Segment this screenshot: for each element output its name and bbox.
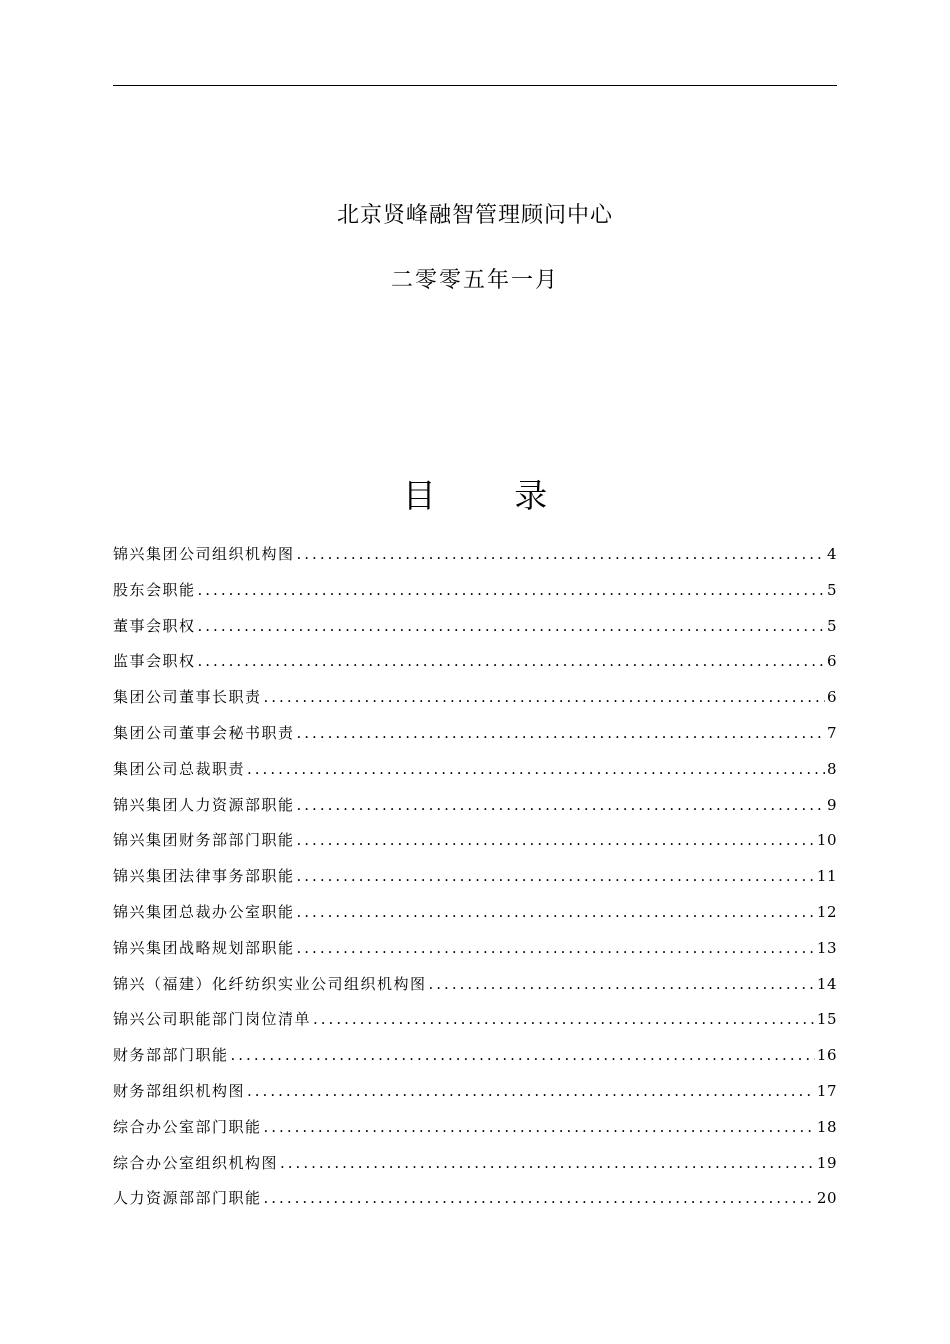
toc-entry-title: 董事会职权 <box>113 616 196 635</box>
toc-entry-title: 锦兴集团财务部部门职能 <box>113 831 295 850</box>
toc-entry[interactable] <box>113 1110 837 1146</box>
toc-entry-page-number: 8 <box>826 759 837 778</box>
toc-entry-title: 锦兴集团总裁办公室职能 <box>113 902 295 921</box>
toc-dot-leader <box>429 967 815 1003</box>
toc-entry-title: 人力资源部部门职能 <box>113 1189 262 1208</box>
toc-entry-page-number: 17 <box>816 1081 837 1100</box>
toc-entry[interactable] <box>113 788 837 824</box>
organization-name: 北京贤峰融智管理顾问中心 <box>336 203 613 228</box>
toc-dot-leader <box>264 680 825 716</box>
toc-heading: 目 录 <box>402 476 582 515</box>
table-of-contents <box>113 537 837 1217</box>
toc-entry-page-number: 19 <box>816 1153 837 1172</box>
document-date: 二零零五年一月 <box>390 268 559 293</box>
toc-entry-title: 锦兴集团人力资源部职能 <box>113 795 295 814</box>
header-rule <box>113 85 837 86</box>
toc-entry-page-number: 13 <box>816 938 837 957</box>
toc-entry-title: 股东会职能 <box>113 580 196 599</box>
toc-dot-leader <box>297 823 815 859</box>
toc-entry-page-number: 5 <box>826 580 837 599</box>
toc-entry[interactable] <box>113 895 837 931</box>
toc-entry-page-number: 9 <box>826 795 837 814</box>
toc-entry[interactable] <box>113 752 837 788</box>
toc-entry[interactable] <box>113 537 837 573</box>
toc-dot-leader <box>264 1110 815 1146</box>
toc-entry[interactable] <box>113 1181 837 1217</box>
toc-entry-page-number: 11 <box>816 867 837 886</box>
toc-entry-page-number: 16 <box>816 1046 837 1065</box>
toc-entry[interactable] <box>113 1038 837 1074</box>
toc-dot-leader <box>297 859 815 895</box>
toc-entry-page-number: 5 <box>826 616 837 635</box>
toc-dot-leader <box>198 573 825 609</box>
toc-dot-leader <box>297 537 825 573</box>
toc-dot-leader <box>297 895 815 931</box>
toc-dot-leader <box>297 716 825 752</box>
toc-dot-leader <box>198 644 825 680</box>
toc-entry-title: 综合办公室部门职能 <box>113 1117 262 1136</box>
toc-entry-page-number: 15 <box>816 1010 837 1029</box>
toc-entry-title: 集团公司总裁职责 <box>113 759 246 778</box>
toc-entry-title: 财务部组织机构图 <box>113 1081 246 1100</box>
toc-entry[interactable] <box>113 967 837 1003</box>
toc-dot-leader <box>231 1038 815 1074</box>
toc-dot-leader <box>198 609 825 645</box>
toc-entry-title: 锦兴公司职能部门岗位清单 <box>113 1010 312 1029</box>
toc-entry[interactable] <box>113 931 837 967</box>
toc-entry-title: 综合办公室组织机构图 <box>113 1153 279 1172</box>
toc-entry-title: 锦兴集团法律事务部职能 <box>113 867 295 886</box>
toc-entry-title: 集团公司董事长职责 <box>113 688 262 707</box>
toc-dot-leader <box>280 1146 815 1182</box>
toc-entry-page-number: 14 <box>816 974 837 993</box>
toc-entry-title: 集团公司董事会秘书职责 <box>113 723 295 742</box>
toc-entry-page-number: 7 <box>826 723 837 742</box>
toc-entry-page-number: 10 <box>816 831 837 850</box>
toc-entry-page-number: 6 <box>826 688 837 707</box>
toc-entry[interactable] <box>113 573 837 609</box>
toc-dot-leader <box>297 788 825 824</box>
toc-entry[interactable] <box>113 1146 837 1182</box>
toc-entry[interactable] <box>113 823 837 859</box>
toc-entry-page-number: 4 <box>826 545 837 563</box>
toc-entry[interactable] <box>113 716 837 752</box>
toc-entry[interactable] <box>113 1074 837 1110</box>
toc-entry-page-number: 20 <box>816 1189 837 1208</box>
toc-entry-title: 锦兴集团公司组织机构图 <box>113 545 295 563</box>
toc-entry[interactable] <box>113 609 837 645</box>
toc-dot-leader <box>264 1181 815 1217</box>
toc-dot-leader <box>247 752 825 788</box>
toc-entry-title: 锦兴集团战略规划部职能 <box>113 938 295 957</box>
toc-entry-page-number: 6 <box>826 652 837 671</box>
toc-entry-title: 锦兴（福建）化纤纺织实业公司组织机构图 <box>113 974 427 993</box>
toc-entry[interactable] <box>113 680 837 716</box>
toc-entry[interactable] <box>113 859 837 895</box>
toc-entry-title: 监事会职权 <box>113 652 196 671</box>
toc-entry-page-number: 12 <box>816 902 837 921</box>
toc-entry[interactable] <box>113 1002 837 1038</box>
toc-dot-leader <box>313 1002 815 1038</box>
toc-dot-leader <box>297 931 815 967</box>
toc-entry-title: 财务部部门职能 <box>113 1046 229 1065</box>
toc-entry[interactable] <box>113 644 837 680</box>
toc-dot-leader <box>247 1074 815 1110</box>
toc-entry-page-number: 18 <box>816 1117 837 1136</box>
